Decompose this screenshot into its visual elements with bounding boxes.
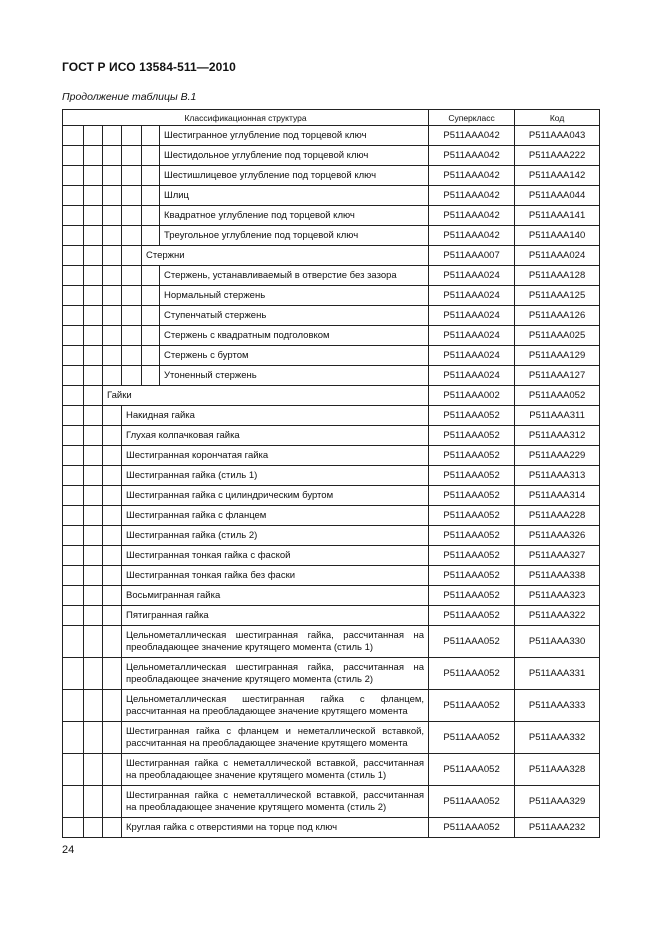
row-superclass: P511AAA024 <box>429 306 515 326</box>
indent-cell <box>63 690 84 722</box>
row-code: P511AAA328 <box>515 754 600 786</box>
row-superclass: P511AAA042 <box>429 146 515 166</box>
table-row <box>63 446 600 466</box>
row-superclass: P511AAA052 <box>429 546 515 566</box>
table-body <box>63 126 600 838</box>
row-superclass: P511AAA024 <box>429 266 515 286</box>
row-name: Шестигранная гайка (стиль 2) <box>122 526 429 546</box>
indent-cell <box>142 346 160 366</box>
indent-cell <box>103 206 122 226</box>
indent-cell <box>84 506 103 526</box>
row-superclass: P511AAA052 <box>429 486 515 506</box>
indent-cell <box>63 466 84 486</box>
indent-cell <box>84 818 103 838</box>
table-row <box>63 406 600 426</box>
row-code: P511AAA140 <box>515 226 600 246</box>
indent-cell <box>84 566 103 586</box>
indent-cell <box>84 546 103 566</box>
indent-cell <box>63 626 84 658</box>
indent-cell <box>84 146 103 166</box>
column-header-structure: Классификационная структура <box>63 110 429 126</box>
indent-cell <box>103 326 122 346</box>
row-name: Стержни <box>142 246 429 266</box>
indent-cell <box>84 690 103 722</box>
indent-cell <box>103 754 122 786</box>
indent-cell <box>84 586 103 606</box>
indent-cell <box>63 722 84 754</box>
indent-cell <box>63 606 84 626</box>
row-superclass: P511AAA042 <box>429 126 515 146</box>
row-name: Круглая гайка с отверстиями на торце под ключ <box>122 818 429 838</box>
row-name: Квадратное углубление под торцевой ключ <box>160 206 429 226</box>
row-name: Шестигранная гайка с неметаллической вставкой, рассчитанная на преобладающее значение крутящего момента (стиль 1) <box>122 754 429 786</box>
table-row <box>63 466 600 486</box>
row-superclass: P511AAA052 <box>429 754 515 786</box>
row-code: P511AAA330 <box>515 626 600 658</box>
row-code: P511AAA043 <box>515 126 600 146</box>
indent-cell <box>63 818 84 838</box>
table-row <box>63 722 600 754</box>
indent-cell <box>103 586 122 606</box>
indent-cell <box>142 206 160 226</box>
row-name: Накидная гайка <box>122 406 429 426</box>
indent-cell <box>103 526 122 546</box>
indent-cell <box>63 658 84 690</box>
row-name: Шестигранная тонкая гайка с фаской <box>122 546 429 566</box>
indent-cell <box>122 266 142 286</box>
table-row <box>63 146 600 166</box>
indent-cell <box>103 566 122 586</box>
indent-cell <box>63 226 84 246</box>
classification-table <box>62 109 600 838</box>
indent-cell <box>103 166 122 186</box>
row-superclass: P511AAA042 <box>429 186 515 206</box>
table-row <box>63 526 600 546</box>
indent-cell <box>84 466 103 486</box>
indent-cell <box>84 246 103 266</box>
row-superclass: P511AAA052 <box>429 722 515 754</box>
row-code: P511AAA314 <box>515 486 600 506</box>
row-name: Шестигранная гайка (стиль 1) <box>122 466 429 486</box>
indent-cell <box>103 286 122 306</box>
row-code: P511AAA326 <box>515 526 600 546</box>
column-header-code: Код <box>515 110 600 126</box>
row-code: P511AAA128 <box>515 266 600 286</box>
row-name: Стержень с буртом <box>160 346 429 366</box>
indent-cell <box>63 126 84 146</box>
indent-cell <box>84 186 103 206</box>
indent-cell <box>142 266 160 286</box>
page-number: 24 <box>62 844 75 856</box>
table-row <box>63 246 600 266</box>
row-code: P511AAA322 <box>515 606 600 626</box>
table-row <box>63 226 600 246</box>
indent-cell <box>84 658 103 690</box>
indent-cell <box>142 146 160 166</box>
indent-cell <box>84 306 103 326</box>
row-name: Цельнометаллическая шестигранная гайка, рассчитанная на преобладающее значение крутящего момента (стиль 1) <box>122 626 429 658</box>
indent-cell <box>84 486 103 506</box>
indent-cell <box>103 786 122 818</box>
row-name: Стержень с квадратным подголовком <box>160 326 429 346</box>
indent-cell <box>63 526 84 546</box>
indent-cell <box>122 286 142 306</box>
indent-cell <box>63 366 84 386</box>
row-code: P511AAA125 <box>515 286 600 306</box>
indent-cell <box>63 566 84 586</box>
row-superclass: P511AAA052 <box>429 466 515 486</box>
indent-cell <box>63 446 84 466</box>
indent-cell <box>84 266 103 286</box>
indent-cell <box>122 206 142 226</box>
indent-cell <box>122 346 142 366</box>
table-row <box>63 658 600 690</box>
row-code: P511AAA312 <box>515 426 600 446</box>
indent-cell <box>84 126 103 146</box>
row-name: Шестигранная гайка с фланцем <box>122 506 429 526</box>
table-row <box>63 326 600 346</box>
indent-cell <box>103 606 122 626</box>
row-code: P511AAA142 <box>515 166 600 186</box>
table-row <box>63 566 600 586</box>
row-superclass: P511AAA052 <box>429 818 515 838</box>
row-superclass: P511AAA052 <box>429 690 515 722</box>
indent-cell <box>103 306 122 326</box>
row-superclass: P511AAA052 <box>429 786 515 818</box>
row-name: Цельнометаллическая шестигранная гайка с фланцем, рассчитанная на преобладающее значение крутящего момента <box>122 690 429 722</box>
row-name: Глухая колпачковая гайка <box>122 426 429 446</box>
indent-cell <box>84 446 103 466</box>
indent-cell <box>63 546 84 566</box>
indent-cell <box>103 426 122 446</box>
indent-cell <box>103 626 122 658</box>
table-row <box>63 166 600 186</box>
row-code: P511AAA332 <box>515 722 600 754</box>
indent-cell <box>142 226 160 246</box>
row-superclass: P511AAA052 <box>429 586 515 606</box>
row-code: P511AAA127 <box>515 366 600 386</box>
row-code: P511AAA222 <box>515 146 600 166</box>
row-superclass: P511AAA007 <box>429 246 515 266</box>
row-code: P511AAA327 <box>515 546 600 566</box>
table-row <box>63 306 600 326</box>
indent-cell <box>63 186 84 206</box>
row-superclass: P511AAA052 <box>429 658 515 690</box>
row-code: P511AAA044 <box>515 186 600 206</box>
row-superclass: P511AAA024 <box>429 286 515 306</box>
row-name: Шестигранная корончатая гайка <box>122 446 429 466</box>
table-row <box>63 386 600 406</box>
indent-cell <box>103 506 122 526</box>
indent-cell <box>84 406 103 426</box>
indent-cell <box>142 186 160 206</box>
indent-cell <box>103 126 122 146</box>
indent-cell <box>103 186 122 206</box>
indent-cell <box>84 786 103 818</box>
row-name: Шестигранная тонкая гайка без фаски <box>122 566 429 586</box>
row-code: P511AAA025 <box>515 326 600 346</box>
indent-cell <box>63 266 84 286</box>
row-code: P511AAA126 <box>515 306 600 326</box>
row-superclass: P511AAA042 <box>429 166 515 186</box>
row-code: P511AAA338 <box>515 566 600 586</box>
indent-cell <box>122 226 142 246</box>
indent-cell <box>103 266 122 286</box>
table-row <box>63 366 600 386</box>
indent-cell <box>84 346 103 366</box>
indent-cell <box>63 166 84 186</box>
table-row <box>63 486 600 506</box>
indent-cell <box>63 426 84 446</box>
indent-cell <box>84 326 103 346</box>
indent-cell <box>84 606 103 626</box>
table-row <box>63 786 600 818</box>
indent-cell <box>103 446 122 466</box>
indent-cell <box>122 366 142 386</box>
row-superclass: P511AAA002 <box>429 386 515 406</box>
indent-cell <box>122 306 142 326</box>
row-name: Шестишлицевое углубление под торцевой ключ <box>160 166 429 186</box>
indent-cell <box>103 818 122 838</box>
table-row <box>63 818 600 838</box>
row-code: P511AAA024 <box>515 246 600 266</box>
row-name: Шестидольное углубление под торцевой ключ <box>160 146 429 166</box>
row-code: P511AAA323 <box>515 586 600 606</box>
indent-cell <box>103 658 122 690</box>
table-row <box>63 754 600 786</box>
indent-cell <box>103 690 122 722</box>
row-name: Пятигранная гайка <box>122 606 429 626</box>
row-code: P511AAA228 <box>515 506 600 526</box>
indent-cell <box>84 226 103 246</box>
indent-cell <box>84 166 103 186</box>
row-name: Восьмигранная гайка <box>122 586 429 606</box>
indent-cell <box>63 586 84 606</box>
row-superclass: P511AAA052 <box>429 426 515 446</box>
row-superclass: P511AAA052 <box>429 606 515 626</box>
indent-cell <box>103 406 122 426</box>
table-row <box>63 426 600 446</box>
row-code: P511AAA313 <box>515 466 600 486</box>
indent-cell <box>103 546 122 566</box>
indent-cell <box>63 306 84 326</box>
row-name: Нормальный стержень <box>160 286 429 306</box>
row-name: Шестигранная гайка с цилиндрическим буртом <box>122 486 429 506</box>
document-header: ГОСТ Р ИСО 13584-511—2010 <box>62 60 236 74</box>
indent-cell <box>142 286 160 306</box>
row-superclass: P511AAA052 <box>429 446 515 466</box>
row-code: P511AAA229 <box>515 446 600 466</box>
row-superclass: P511AAA052 <box>429 566 515 586</box>
row-code: P511AAA232 <box>515 818 600 838</box>
table-caption: Продолжение таблицы В.1 <box>62 91 197 103</box>
indent-cell <box>103 246 122 266</box>
indent-cell <box>122 146 142 166</box>
indent-cell <box>63 754 84 786</box>
table-row <box>63 506 600 526</box>
indent-cell <box>84 526 103 546</box>
indent-cell <box>103 346 122 366</box>
row-code: P511AAA331 <box>515 658 600 690</box>
indent-cell <box>103 486 122 506</box>
indent-cell <box>103 146 122 166</box>
row-superclass: P511AAA052 <box>429 526 515 546</box>
row-name: Шестигранная гайка с неметаллической вставкой, рассчитанная на преобладающее значение крутящего момента (стиль 2) <box>122 786 429 818</box>
table-row <box>63 546 600 566</box>
indent-cell <box>84 366 103 386</box>
indent-cell <box>122 246 142 266</box>
table-row <box>63 206 600 226</box>
row-superclass: P511AAA052 <box>429 626 515 658</box>
row-superclass: P511AAA024 <box>429 346 515 366</box>
table-row <box>63 186 600 206</box>
indent-cell <box>103 722 122 754</box>
indent-cell <box>142 166 160 186</box>
indent-cell <box>63 146 84 166</box>
indent-cell <box>122 126 142 146</box>
indent-cell <box>63 246 84 266</box>
indent-cell <box>84 722 103 754</box>
row-name: Цельнометаллическая шестигранная гайка, рассчитанная на преобладающее значение крутящего момента (стиль 2) <box>122 658 429 690</box>
indent-cell <box>122 166 142 186</box>
row-code: P511AAA333 <box>515 690 600 722</box>
indent-cell <box>142 306 160 326</box>
indent-cell <box>84 626 103 658</box>
row-code: P511AAA329 <box>515 786 600 818</box>
row-code: P511AAA141 <box>515 206 600 226</box>
table-row <box>63 606 600 626</box>
indent-cell <box>142 326 160 346</box>
indent-cell <box>63 506 84 526</box>
column-header-superclass: Суперкласс <box>429 110 515 126</box>
indent-cell <box>63 486 84 506</box>
table-row <box>63 286 600 306</box>
indent-cell <box>103 226 122 246</box>
row-superclass: P511AAA024 <box>429 366 515 386</box>
indent-cell <box>122 326 142 346</box>
row-name: Гайки <box>103 386 429 406</box>
indent-cell <box>84 426 103 446</box>
row-superclass: P511AAA024 <box>429 326 515 346</box>
row-name: Утоненный стержень <box>160 366 429 386</box>
indent-cell <box>84 386 103 406</box>
indent-cell <box>63 386 84 406</box>
row-name: Шлиц <box>160 186 429 206</box>
indent-cell <box>142 366 160 386</box>
row-code: P511AAA129 <box>515 346 600 366</box>
row-name: Шестигранная гайка с фланцем и неметаллической вставкой, рассчитанная на преобладающее значение крутящего момента <box>122 722 429 754</box>
indent-cell <box>103 366 122 386</box>
table-row <box>63 266 600 286</box>
indent-cell <box>63 206 84 226</box>
row-superclass: P511AAA052 <box>429 506 515 526</box>
indent-cell <box>63 406 84 426</box>
indent-cell <box>63 786 84 818</box>
table-row <box>63 586 600 606</box>
table-row <box>63 626 600 658</box>
indent-cell <box>63 346 84 366</box>
row-name: Шестигранное углубление под торцевой ключ <box>160 126 429 146</box>
row-superclass: P511AAA052 <box>429 406 515 426</box>
row-name: Треугольное углубление под торцевой ключ <box>160 226 429 246</box>
indent-cell <box>63 286 84 306</box>
indent-cell <box>122 186 142 206</box>
table-header-row <box>63 110 600 126</box>
row-superclass: P511AAA042 <box>429 206 515 226</box>
indent-cell <box>103 466 122 486</box>
row-name: Стержень, устанавливаемый в отверстие без зазора <box>160 266 429 286</box>
indent-cell <box>84 754 103 786</box>
table-row <box>63 346 600 366</box>
row-code: P511AAA311 <box>515 406 600 426</box>
indent-cell <box>142 126 160 146</box>
indent-cell <box>84 206 103 226</box>
row-superclass: P511AAA042 <box>429 226 515 246</box>
table-row <box>63 690 600 722</box>
table-row <box>63 126 600 146</box>
indent-cell <box>63 326 84 346</box>
row-code: P511AAA052 <box>515 386 600 406</box>
row-name: Ступенчатый стержень <box>160 306 429 326</box>
indent-cell <box>84 286 103 306</box>
